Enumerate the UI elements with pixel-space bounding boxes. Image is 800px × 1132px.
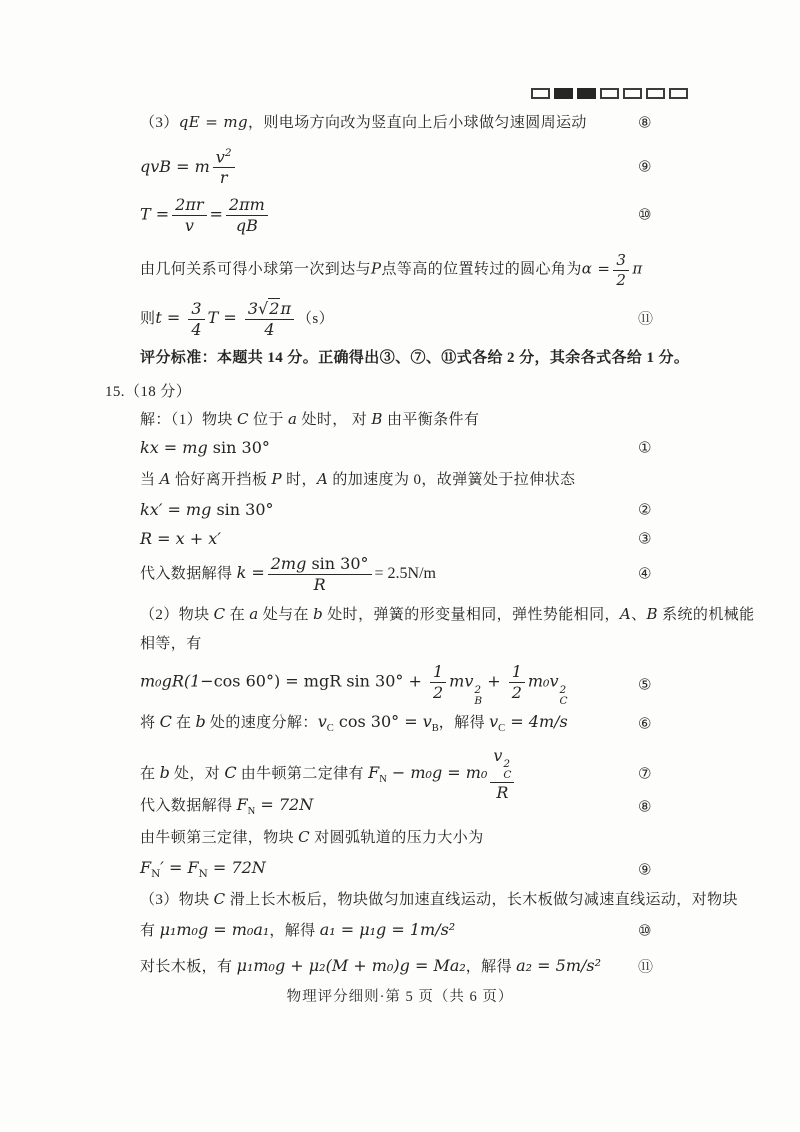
subscript-N: N [151,868,161,881]
geometry-line [140,252,643,288]
sentence-text: 在 [140,765,160,782]
step-tag-8b: ⑧ [638,797,652,816]
numerator: 2πr [172,196,206,216]
var-v: v [489,712,499,731]
then-text: 则 [140,310,156,327]
equation-3 [140,529,652,549]
denominator: 2 [616,270,627,289]
result-value: = 72N [207,858,266,877]
sentence-text: 当 [140,472,160,488]
numerator: 2mg [270,554,312,573]
sentence-text: （3）物块 [140,892,214,908]
step-tag-3: ③ [638,529,652,548]
formula-lhs: R = x + x′ [140,529,221,548]
equation-5 [140,662,652,707]
equation-9 [140,858,652,881]
step-tag-6: ⑥ [638,714,652,733]
sin-function: sin [346,671,376,691]
var-C: C [298,828,311,846]
exponent: 2 [503,758,511,770]
fraction [268,555,372,593]
var-F: F [368,762,380,782]
step-tag-10b: ⑩ [638,921,652,940]
equation-4 [140,554,652,594]
sentence-text: 系统的机械能 [657,607,755,623]
scoring-text: 评分标准：本题共 14 分。正确得出③、⑦、⑪式各给 2 分，其余各式各给 1 分。 [140,350,690,366]
sentence-text: 处时，弹簧的形变量相同，弹性势能相同， [323,607,620,623]
angle-value: 30° [241,438,270,457]
page-content [105,0,755,1132]
var-A: A [316,470,329,488]
equation-11 [140,956,654,977]
sentence-text: 处的速度分解： [205,715,318,731]
numerator: 1 [430,663,446,683]
paragraph-A [140,470,575,490]
formula-qE: qE = mg [178,113,248,131]
formula-lhs: kx = mg [140,438,213,457]
numerator: 2πm [226,196,268,216]
numerator: 3 [188,300,204,320]
fraction [509,663,525,701]
var-F: F [140,858,152,877]
formula-segment: m₀v [527,671,559,691]
exponent: 2 [559,683,567,696]
prime-mark: ′ [160,858,164,877]
step-tag-2: ② [638,500,652,519]
sentence-text: 时， [282,472,317,488]
page-footer [0,985,800,1006]
sentence-text: 在 [171,715,196,731]
var-b: b [313,605,324,623]
denominator: 4 [264,319,275,339]
subscript-C: C [559,694,568,707]
formula-lhs: kx′ = mg [140,500,217,519]
formula-line-9 [140,147,652,187]
formula-lhs: k = [236,562,265,582]
sentence-text: 的加速度为 0，故弹簧处于拉伸状态 [328,472,576,488]
formula-segment: 30° + [375,671,427,691]
equals-sign: = [161,307,186,327]
subscript-B: B [474,694,483,707]
question-number: 15.（18 分） [105,384,192,400]
sentence-text: （2）物块 [140,607,214,623]
formula-segment: mv [449,671,474,691]
var-C: C [213,605,226,623]
step-tag-7: ⑦ [638,764,652,783]
denominator: R [496,783,509,803]
formula-segment: μ₁m₀g + μ₂(M + m₀)g = Ma₂ [236,956,466,975]
var-v: v [317,712,327,731]
result-value: a₁ = μ₁g = 1m/s² [319,920,456,939]
scoring-standard [140,349,689,368]
sentence-text: 由牛顿第三定律，物块 [140,830,299,846]
sin-function: sin [311,554,341,573]
step-tag-9b: ⑨ [638,860,652,879]
step-tag-4: ④ [638,564,652,583]
subscript-C: C [498,723,506,735]
var-B: B [371,410,383,428]
formula-segment: − m₀g = m₀ [386,762,488,782]
equals-sign: = [218,307,242,327]
var-C: C [224,762,237,782]
footer-text: 物理评分细则·第 5 页（共 6 页） [286,989,514,1005]
subscript-N: N [379,774,387,786]
angle-value: 30° [245,500,274,519]
subscript-C: C [326,723,334,735]
var-b: b [159,762,170,782]
pi-symbol: π [280,299,291,318]
denominator: R [313,574,326,594]
denominator: qB [235,215,258,235]
var-a: a [249,605,259,623]
numerator: 3 [247,299,259,318]
sentence-text: 由平衡条件有 [382,412,480,428]
pi-symbol: π [632,259,643,278]
fraction [245,300,294,338]
angle-value: 30° [340,554,369,573]
formula-line-11 [140,299,654,339]
var-a: a [287,410,298,428]
question-15-heading [105,383,191,402]
fraction [172,196,206,234]
denominator: r [219,167,228,187]
equation-6 [140,712,652,735]
formula-segment: 60°) = mgR [245,671,347,691]
step-tag-9: ⑨ [638,157,652,176]
sentence-text: 相等，有 [140,636,202,652]
var-P: P [271,470,282,488]
var-C: C [159,712,172,731]
step-tag-11: ⑪ [638,309,654,328]
sentence-text: 滑上长木板后，物块做匀加速直线运动，长木板做匀减速直线运动，对物块 [225,892,738,908]
radical-sign: √ [258,299,269,318]
numerator: 1 [509,663,525,683]
sentence-text: 由牛顿第二定律有 [236,765,369,782]
item-number: （3） [140,115,179,131]
step-tag-10: ⑩ [638,205,652,224]
sentence-text: 在 [225,607,250,623]
equation-7 [140,746,652,803]
var-A: A [159,470,171,488]
formula-segment: m₀gR(1− [140,671,214,691]
sin-function: sin [212,438,242,457]
sentence-text: 处与在 [258,607,314,623]
var-T: T [207,307,219,327]
step-tag-11b: ⑪ [638,957,654,976]
var-C: C [236,410,249,428]
sentence-text: 有 [140,923,160,939]
plus-sign: + [482,671,506,691]
subscript-B: B [431,723,439,735]
denominator: v [184,215,194,235]
numerator: 3 [613,252,629,271]
fraction [613,252,629,288]
equation-1 [140,438,652,458]
formula-segment: μ₁m₀g = m₀a₁ [159,920,270,939]
var-C: C [213,890,226,908]
sentence-text: 解：（1）物块 [140,412,237,428]
equation-8 [140,795,652,818]
sentence-text: 代入数据解得 [140,798,237,814]
sentence-text: 恰好离开挡板 [170,472,272,488]
formula-lhs: T = [140,204,170,224]
var-b: b [195,712,206,731]
fraction [490,747,514,802]
step-tag-5: ⑤ [638,675,652,694]
sentence-text: 将 [140,715,160,731]
numerator: v [215,147,225,167]
alpha-equals: α = [581,259,611,278]
sentence-text: ，解得 [438,715,490,731]
radicand: 2 [269,299,280,318]
result-value: = 72N [255,795,314,814]
cos-function: cos [213,671,246,691]
step-tag-8: ⑧ [638,113,652,132]
sentence-text: ，解得 [465,959,517,975]
exponent: 2 [224,147,232,159]
formula-line-10 [140,195,652,235]
formula-segment: = F [163,858,199,877]
sentence-text: 、 [631,607,647,623]
var-A: A [619,605,632,623]
solution-intro [140,410,479,430]
step-line-8 [140,113,652,133]
paragraph-4 [140,890,738,910]
result-value: = 2.5N/m [374,564,436,582]
result-value: = 4m/s [505,712,568,731]
fraction [188,300,204,338]
sentence-text: 代入数据解得 [140,565,237,582]
sin-function: sin [216,500,246,519]
paragraph-2-cont [140,635,202,654]
denominator: 4 [191,319,202,339]
result-value: a₂ = 5m/s² [516,956,602,975]
fraction [226,196,268,234]
paragraph-2 [140,605,755,625]
denominator: 2 [432,682,444,702]
sentence-text: ，解得 [269,923,320,939]
exponent: 2 [474,683,482,696]
subscript-N: N [247,806,256,818]
var-B: B [646,605,658,623]
sup-sub-group [560,685,568,707]
var-v: v [493,746,503,765]
step-tag-1: ① [638,438,652,457]
sentence-text: 处时， 对 [297,412,372,428]
sentence-text: 对长木板，有 [140,959,237,975]
cos-function: cos [333,712,371,731]
paragraph-3 [140,828,484,848]
var-v: v [422,712,432,731]
formula-segment: 30° = [370,712,423,731]
fraction [213,148,235,187]
var-P: P [371,259,382,278]
unit-seconds: （s） [296,310,334,327]
equation-10 [140,920,652,941]
sup-sub-group [474,685,482,707]
subscript-C: C [503,769,512,782]
var-F: F [236,795,248,814]
subscript-N: N [198,868,208,881]
equation-2 [140,500,652,520]
sentence-text: 点等高的位置转过的圆心角为 [381,261,582,278]
step-text: ，则电场方向改为竖直向上后小球做匀速圆周运动 [248,115,587,131]
sentence-text: 对圆弧轨道的压力大小为 [310,830,484,846]
sentence-text: 位于 [248,412,288,428]
denominator: 2 [511,682,522,702]
sentence-text: 由几何关系可得小球第一次到达与 [140,261,372,278]
formula-lhs: qvB = m [140,156,210,176]
var-t: t [155,307,162,327]
fraction [430,663,446,701]
sup-sub-group [503,759,511,781]
sentence-text: 处，对 [169,765,225,782]
equals-sign: = [209,204,223,224]
